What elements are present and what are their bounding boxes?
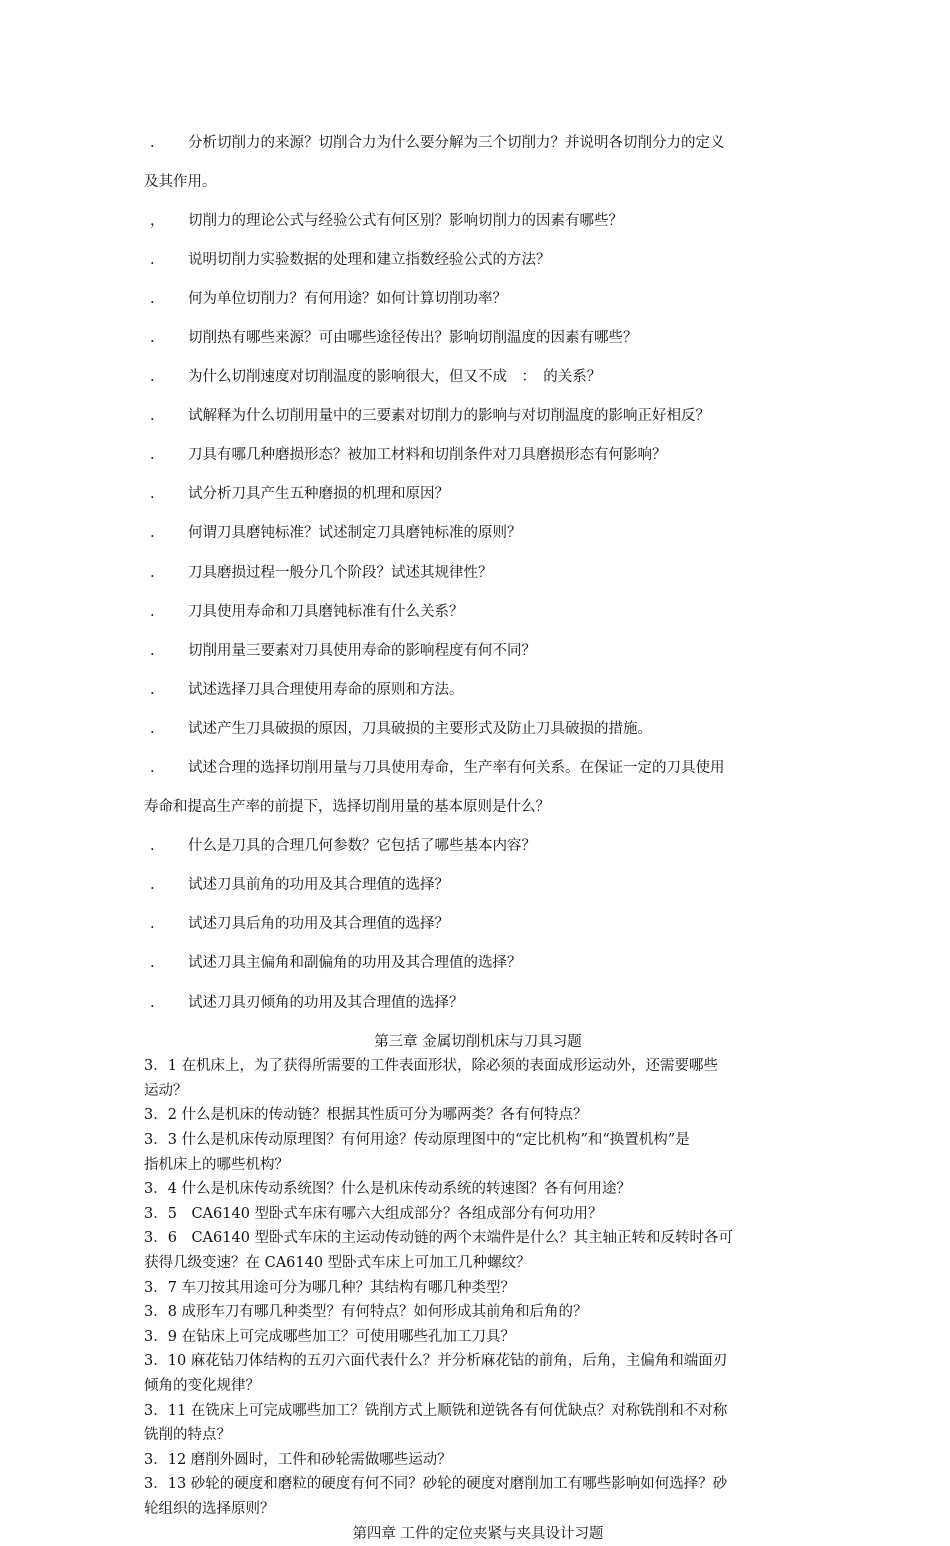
question-text: 切削力的理论公式与经验公式有何区别？影响切削力的因素有哪些？	[188, 212, 623, 229]
question-marker: .	[150, 916, 155, 933]
question-marker: .	[150, 486, 155, 503]
question-item: 3．12 磨削外圆时，工件和砂轮需做哪些运动？	[144, 1451, 452, 1468]
question-item	[144, 756, 812, 781]
question-item	[144, 717, 812, 742]
question-text: 试述选择刀具合理使用寿命的原则和方法。	[188, 681, 464, 698]
question-marker: .	[150, 251, 155, 268]
question-item	[144, 912, 812, 937]
question-text: 何为单位切削力？有何用途？如何计算切削功率？	[188, 290, 507, 307]
question-text: 切削热有哪些来源？可由哪些途径传出？影响切削温度的因素有哪些？	[188, 329, 638, 346]
question-item: 3．3 什么是机床传动原理图？有何用途？传动原理图中的“定比机构”和“换置机构”是	[144, 1132, 690, 1149]
question-text: 试分析刀具产生五种磨损的机理和原因？	[188, 486, 449, 503]
question-item	[144, 600, 812, 625]
question-item	[144, 287, 812, 312]
question-item: 3．10 麻花钻刀体结构的五刃六面代表什么？并分析麻花钻的前角，后角，主偏角和端面刃	[144, 1353, 728, 1370]
question-marker: .	[150, 329, 155, 346]
question-marker: .	[150, 290, 155, 307]
question-item	[144, 326, 812, 351]
question-item	[144, 131, 812, 156]
question-text: 刀具有哪几种磨损形态？被加工材料和切削条件对刀具磨损形态有何影响？	[188, 447, 667, 464]
question-item	[144, 248, 812, 273]
question-continuation: 寿命和提高生产率的前提下，选择切削用量的基本原则是什么？	[144, 799, 550, 816]
question-marker: .	[150, 408, 155, 425]
question-marker: .	[150, 877, 155, 894]
question-item: 3．6 CA6140 型卧式车床的主运动传动链的两个末端件是什么？其主轴正转和反转时各可	[144, 1230, 734, 1247]
question-text: 试解释为什么切削用量中的三要素对切削力的影响与对切削温度的影响正好相反？	[188, 408, 710, 425]
question-item: 3．5 CA6140 型卧式车床有哪六大组成部分？各组成部分有何功用？	[144, 1205, 603, 1222]
question-marker: .	[150, 955, 155, 972]
question-item: 3．1 在机床上，为了获得所需要的工件表面形状，除必须的表面成形运动外，还需要哪些	[144, 1058, 719, 1075]
chapter-4-heading: 第四章 工件的定位夹紧与夹具设计习题	[352, 1525, 604, 1542]
question-marker: .	[150, 134, 155, 151]
question-text: 切削用量三要素对刀具使用寿命的影响程度有何不同？	[188, 642, 536, 659]
question-item	[144, 209, 812, 234]
question-text: 试述刀具主偏角和副偏角的功用及其合理值的选择？	[188, 955, 522, 972]
question-item: 3．13 砂轮的硬度和磨粒的硬度有何不同？砂轮的硬度对磨削加工有哪些影响如何选择？砂	[144, 1476, 728, 1493]
question-marker: .	[150, 760, 155, 776]
question-list-cutting	[144, 131, 812, 1016]
question-item: 3．9 在钻床上可完成哪些加工？可使用哪些孔加工刀具？	[144, 1328, 516, 1345]
question-item	[144, 521, 812, 546]
question-marker: ，	[150, 212, 165, 229]
question-item	[144, 639, 812, 664]
question-item: 3．8 成形车刀有哪几种类型？有何特点？如何形成其前角和后角的？	[144, 1304, 588, 1321]
question-text: 刀具使用寿命和刀具磨钝标准有什么关系？	[188, 603, 464, 620]
question-text: 为什么切削速度对切削温度的影响很大，但又不成 ： 的关系？	[188, 369, 602, 386]
question-marker: .	[150, 603, 155, 620]
question-marker: .	[150, 447, 155, 464]
question-item	[144, 678, 812, 703]
question-item	[144, 482, 812, 507]
question-continuation: 运动？	[144, 1082, 188, 1099]
question-marker: .	[150, 838, 155, 855]
question-item: 3．7 车刀按其用途可分为哪几种？其结构有哪几种类型？	[144, 1279, 516, 1296]
question-continuation: 及其作用。	[144, 173, 217, 190]
question-text: 何谓刀具磨钝标准？试述制定刀具磨钝标准的原则？	[188, 525, 522, 542]
document-page	[144, 116, 812, 1546]
question-text: 说明切削力实验数据的处理和建立指数经验公式的方法？	[188, 251, 551, 268]
question-item	[144, 443, 812, 468]
question-text: 试述合理的选择切削用量与刀具使用寿命，生产率有何关系。在保证一定的刀具使用	[188, 760, 725, 776]
question-marker: .	[150, 720, 155, 737]
question-list-chapter-3	[144, 1054, 812, 1521]
question-item: 3．2 什么是机床的传动链？根据其性质可分为哪两类？各有何特点？	[144, 1107, 588, 1124]
question-marker: .	[150, 564, 155, 581]
question-item	[144, 404, 812, 429]
question-text: 什么是刀具的合理几何参数？它包括了哪些基本内容？	[188, 838, 536, 855]
question-text: 分析切削力的来源？切削合力为什么要分解为三个切削力？并说明各切削分力的定义	[188, 134, 725, 151]
question-item: 3．4 什么是机床传动系统图？什么是机床传动系统的转速图？各有何用途？	[144, 1181, 632, 1198]
question-item: 3．11 在铣床上可完成哪些加工？铣削方式上顺铣和逆铣各有何优缺点？对称铣削和不对称	[144, 1402, 728, 1419]
question-text: 刀具磨损过程一般分几个阶段？试述其规律性？	[188, 564, 493, 581]
question-text: 试述刀具前角的功用及其合理值的选择？	[188, 877, 449, 894]
question-text: 试述刀具后角的功用及其合理值的选择？	[188, 916, 449, 933]
question-continuation: 轮组织的选择原则？	[144, 1500, 275, 1517]
question-continuation: 获得几级变速？在 CA6140 型卧式车床上可加工几种螺纹？	[144, 1255, 531, 1271]
chapter-3-heading: 第三章 金属切削机床与刀具习题	[374, 1033, 582, 1050]
question-item	[144, 951, 812, 976]
question-continuation: 指机床上的哪些机构？	[144, 1156, 289, 1173]
question-item	[144, 561, 812, 586]
question-marker: .	[150, 681, 155, 698]
question-item	[144, 873, 812, 898]
question-text: 试述产生刀具破损的原因，刀具破损的主要形式及防止刀具破损的措施。	[188, 720, 652, 737]
question-marker: .	[150, 994, 155, 1011]
question-continuation: 倾角的变化规律？	[144, 1377, 260, 1394]
question-item	[144, 991, 812, 1016]
question-continuation: 铣削的特点？	[144, 1427, 231, 1444]
question-marker: .	[150, 642, 155, 659]
question-item	[144, 834, 812, 859]
question-marker: .	[150, 525, 155, 542]
question-text: 试述刀具刃倾角的功用及其合理值的选择？	[188, 994, 464, 1011]
question-item	[144, 365, 812, 390]
question-marker: .	[150, 369, 155, 386]
